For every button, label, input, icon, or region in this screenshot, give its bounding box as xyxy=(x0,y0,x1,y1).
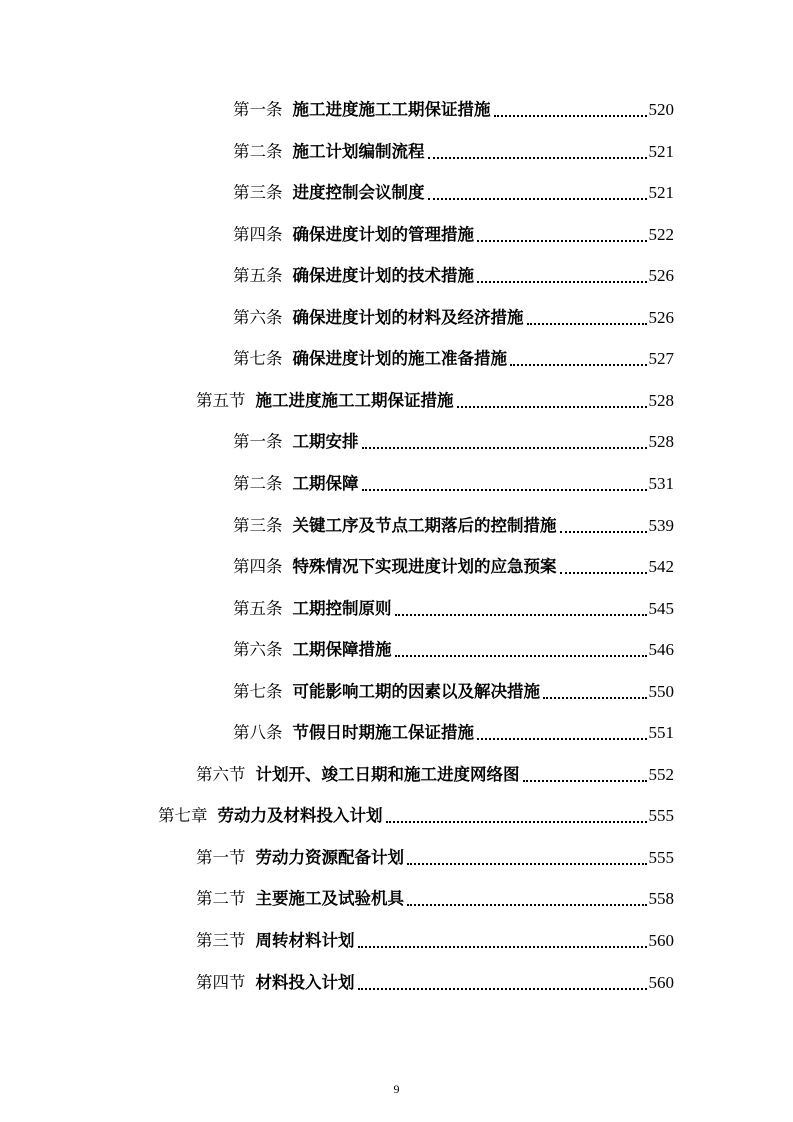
toc-entry-page: 560 xyxy=(648,973,674,992)
toc-entry-number: 第七条 xyxy=(233,349,283,368)
toc-entry-title: 确保进度计划的施工准备措施 xyxy=(292,349,507,368)
toc-entry-page: 550 xyxy=(648,682,674,701)
toc-entry-number: 第三条 xyxy=(233,516,283,535)
toc-leader-dots xyxy=(560,572,647,574)
toc-leader-dots xyxy=(457,406,647,408)
toc-entry-number: 第一条 xyxy=(233,432,283,451)
toc-entry[interactable] xyxy=(233,344,674,370)
toc-entry-title: 工期保障措施 xyxy=(292,640,392,659)
toc-entry-page: 555 xyxy=(648,806,674,825)
toc-entry-page: 545 xyxy=(648,599,674,618)
toc-entry[interactable] xyxy=(233,137,674,163)
toc-leader-dots xyxy=(523,780,647,782)
toc-entry-title: 工期安排 xyxy=(292,432,359,451)
toc-entry[interactable] xyxy=(233,677,674,703)
toc-entry-number: 第六条 xyxy=(233,640,283,659)
toc-leader-dots xyxy=(510,364,647,366)
page-number: 9 xyxy=(393,1082,400,1096)
toc-entry-title: 工期保障 xyxy=(292,474,359,493)
toc-leader-dots xyxy=(477,240,647,242)
toc-entry-title: 劳动力资源配备计划 xyxy=(255,848,404,867)
toc-entry[interactable] xyxy=(233,95,674,121)
toc-entry[interactable] xyxy=(196,884,674,910)
toc-entry-number: 第四条 xyxy=(233,557,283,576)
toc-entry-number: 第七条 xyxy=(233,682,283,701)
toc-entry-number: 第一条 xyxy=(233,100,283,119)
toc-entry-title: 进度控制会议制度 xyxy=(292,183,425,202)
toc-entry-title: 节假日时期施工保证措施 xyxy=(292,723,474,742)
toc-entry-number: 第四节 xyxy=(196,973,246,992)
toc-entry-number: 第八条 xyxy=(233,723,283,742)
toc-entry[interactable] xyxy=(233,635,674,661)
toc-entry[interactable] xyxy=(233,427,674,453)
toc-leader-dots xyxy=(362,489,647,491)
toc-leader-dots xyxy=(527,323,647,325)
toc-entry-title: 主要施工及试验机具 xyxy=(255,889,404,908)
toc-entry[interactable] xyxy=(196,386,674,412)
toc-leader-dots xyxy=(428,157,647,159)
toc-entry-number: 第三条 xyxy=(233,183,283,202)
toc-entry-title: 施工进度施工工期保证措施 xyxy=(292,100,491,119)
toc-entry-title: 劳动力及材料投入计划 xyxy=(217,806,383,825)
toc-entry-number: 第五条 xyxy=(233,599,283,618)
toc-entry-page: 526 xyxy=(648,266,674,285)
toc-entry-page: 555 xyxy=(648,848,674,867)
toc-entry-number: 第四条 xyxy=(233,225,283,244)
toc-entry-title: 确保进度计划的技术措施 xyxy=(292,266,474,285)
toc-entry-page: 552 xyxy=(648,765,674,784)
toc-entry[interactable] xyxy=(233,594,674,620)
toc-entry[interactable] xyxy=(233,511,674,537)
toc-entry-page: 521 xyxy=(648,142,674,161)
toc-leader-dots xyxy=(407,904,647,906)
toc-entry[interactable] xyxy=(233,220,674,246)
toc-leader-dots xyxy=(428,198,647,200)
toc-entry-page: 531 xyxy=(648,474,674,493)
toc-leader-dots xyxy=(543,697,647,699)
toc-leader-dots xyxy=(358,988,647,990)
toc-entry-number: 第二节 xyxy=(196,889,246,908)
toc-entry-page: 546 xyxy=(648,640,674,659)
toc-entry-page: 526 xyxy=(648,308,674,327)
toc-entry-page: 527 xyxy=(648,349,674,368)
toc-leader-dots xyxy=(560,531,647,533)
toc-leader-dots xyxy=(358,946,647,948)
toc-leader-dots xyxy=(477,738,647,740)
toc-entry-title: 工期控制原则 xyxy=(292,599,392,618)
toc-entry-number: 第六条 xyxy=(233,308,283,327)
toc-entry-title: 可能影响工期的因素以及解决措施 xyxy=(292,682,540,701)
toc-entry[interactable] xyxy=(196,926,674,952)
toc-entry-page: 522 xyxy=(648,225,674,244)
toc-entry-number: 第一节 xyxy=(196,848,246,867)
toc-entry[interactable] xyxy=(233,552,674,578)
toc-entry-number: 第二条 xyxy=(233,142,283,161)
toc-entry-title: 特殊情况下实现进度计划的应急预案 xyxy=(292,557,557,576)
toc-entry-title: 计划开、竣工日期和施工进度网络图 xyxy=(255,765,520,784)
toc-entry-page: 528 xyxy=(648,391,674,410)
toc-entry-page: 521 xyxy=(648,183,674,202)
toc-entry[interactable] xyxy=(233,261,674,287)
toc-entry-title: 施工进度施工工期保证措施 xyxy=(255,391,454,410)
toc-leader-dots xyxy=(407,863,647,865)
toc-entry-title: 施工计划编制流程 xyxy=(292,142,425,161)
toc-leader-dots xyxy=(477,281,647,283)
toc-entry[interactable] xyxy=(196,968,674,994)
toc-leader-dots xyxy=(494,115,647,117)
toc-entry-page: 558 xyxy=(648,889,674,908)
toc-entry[interactable] xyxy=(233,469,674,495)
toc-entry-title: 材料投入计划 xyxy=(255,973,355,992)
toc-entry-number: 第二条 xyxy=(233,474,283,493)
toc-leader-dots xyxy=(395,614,647,616)
toc-entry[interactable] xyxy=(233,178,674,204)
toc-entry-page: 520 xyxy=(648,100,674,119)
toc-entry-page: 551 xyxy=(648,723,674,742)
toc-leader-dots xyxy=(395,655,647,657)
toc-entry-page: 560 xyxy=(648,931,674,950)
toc-leader-dots xyxy=(362,447,647,449)
toc-entry-page: 528 xyxy=(648,432,674,451)
toc-entry-page: 539 xyxy=(648,516,674,535)
toc-entry-number: 第五条 xyxy=(233,266,283,285)
toc-entry[interactable] xyxy=(196,760,674,786)
toc-entry-title: 周转材料计划 xyxy=(255,931,355,950)
toc-leader-dots xyxy=(386,821,647,823)
toc-entry[interactable] xyxy=(233,718,674,744)
toc-entry-number: 第三节 xyxy=(196,931,246,950)
toc-entry-title: 确保进度计划的材料及经济措施 xyxy=(292,308,524,327)
toc-entry-title: 确保进度计划的管理措施 xyxy=(292,225,474,244)
toc-entry[interactable] xyxy=(196,843,674,869)
toc-entry[interactable] xyxy=(233,303,674,329)
toc-entry-number: 第七章 xyxy=(158,806,208,825)
toc-entry[interactable] xyxy=(158,801,674,827)
toc-entry-number: 第五节 xyxy=(196,391,246,410)
toc-entry-title: 关键工序及节点工期落后的控制措施 xyxy=(292,516,557,535)
toc-entry-number: 第六节 xyxy=(196,765,246,784)
toc-entry-page: 542 xyxy=(648,557,674,576)
